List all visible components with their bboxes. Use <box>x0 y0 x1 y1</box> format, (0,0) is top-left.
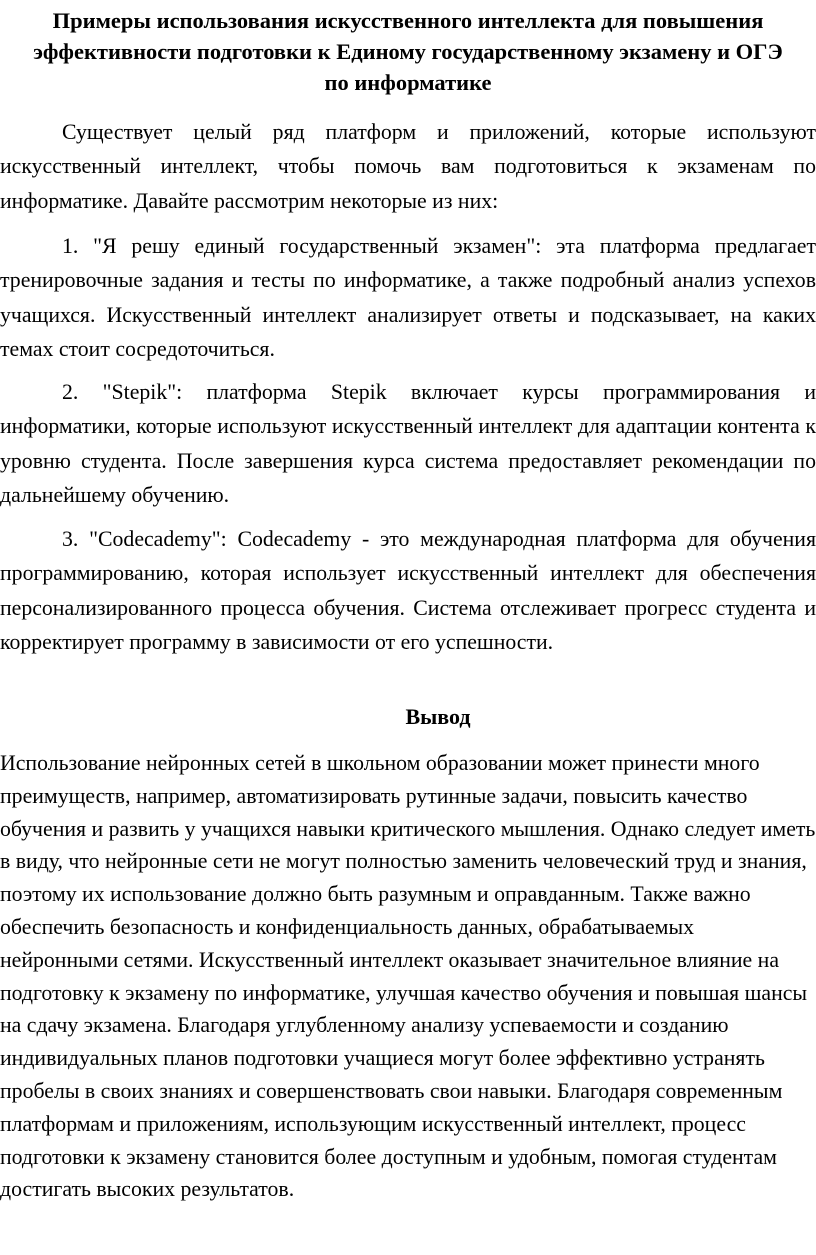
conclusion-heading: Вывод <box>405 704 471 729</box>
conclusion-paragraph: Использование нейронных сетей в школьном образовании может принести много преимуществ, например, автоматизировать рутинные задачи, повысить качество обучения и развить у учащихся навыки критического мышления. Однако следует иметь в виду, что нейронные сети не могут полностью заменить человеческий труд и знания, поэтому их использование должно быть разумным и оправданным. Также важно обеспечить безопасность и конфиденциальность данных, обрабатываемых нейронными сетями. Искусственный интеллект оказывает значительное влияние на подготовку к экзамену по информатике, улучшая качество обучения и повышая шансы на сдачу экзамена. Благодаря углубленному анализу успеваемости и созданию индивидуальных планов подготовки учащиеся могут более эффективно устранять пробелы в своих знаниях и совершенствовать свои навыки. Благодаря современным платформам и приложениям, использующим искусственный интеллект, процесс подготовки к экзамену становится более доступным и удобным, помогая студентам достигать высоких результатов. <box>0 751 816 1202</box>
list-item-platform-1: 1. "Я решу единый государственный экзамен": эта платформа предлагает тренировочные задания и тесты по информатике, а также подробный анализ успехов учащихся. Искусственный интеллект анализирует ответы и подсказывает, на каких темах стоит сосредоточиться. <box>0 234 816 362</box>
list-item-platform-3: 3. "Codecademy": Codecademy - это международная платформа для обучения программированию, которая использует искусственный интеллект для обеспечения персонализированного процесса обучения. Система отслеживает прогресс студента и корректирует программу в зависимости от его успешности. <box>0 527 816 655</box>
list-item-platform-2: 2. "Stepik": платформа Stepik включает курсы программирования и информатики, которые используют искусственный интеллект для адаптации контента к уровню студента. После завершения курса система предоставляет рекомендации по дальнейшему обучению. <box>0 380 816 508</box>
document-title: Примеры использования искусственного интеллекта для повышения эффективности подготовки к Единому государственному экзамену и ОГЭ по информатике <box>33 8 783 95</box>
intro-paragraph: Существует целый ряд платформ и приложений, которые используют искусственный интеллект, чтобы помочь вам подготовиться к экзаменам по информатике. Давайте рассмотрим некоторые из них: <box>0 120 816 213</box>
